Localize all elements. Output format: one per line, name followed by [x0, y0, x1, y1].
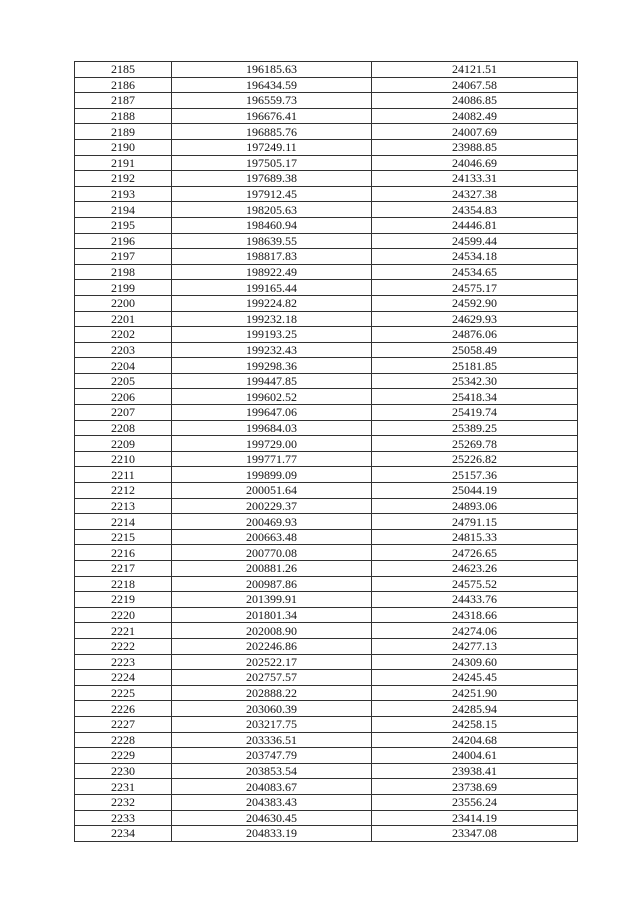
point-number-cell: 2204 [75, 358, 172, 374]
table-row [75, 576, 578, 592]
point-number-cell: 2234 [75, 826, 172, 842]
table-row [75, 701, 578, 717]
point-number-cell: 2212 [75, 483, 172, 499]
table-row [75, 685, 578, 701]
x-coordinate-cell: 202246.86 [172, 638, 372, 654]
x-coordinate-cell: 199224.82 [172, 295, 372, 311]
x-coordinate-cell: 197505.17 [172, 155, 372, 171]
point-number-cell: 2210 [75, 451, 172, 467]
x-coordinate-cell: 202888.22 [172, 685, 372, 701]
y-coordinate-cell: 24791.15 [372, 514, 578, 530]
point-number-cell: 2215 [75, 529, 172, 545]
y-coordinate-cell: 25226.82 [372, 451, 578, 467]
y-coordinate-cell: 25418.34 [372, 389, 578, 405]
point-number-cell: 2218 [75, 576, 172, 592]
x-coordinate-cell: 196185.63 [172, 62, 372, 78]
point-number-cell: 2222 [75, 638, 172, 654]
y-coordinate-cell: 24815.33 [372, 529, 578, 545]
y-coordinate-cell: 24534.18 [372, 249, 578, 265]
table-row [75, 420, 578, 436]
x-coordinate-cell: 199232.43 [172, 342, 372, 358]
table-row [75, 810, 578, 826]
y-coordinate-cell: 24086.85 [372, 93, 578, 109]
point-number-cell: 2208 [75, 420, 172, 436]
y-coordinate-cell: 24433.76 [372, 592, 578, 608]
y-coordinate-cell: 24258.15 [372, 716, 578, 732]
table-row [75, 514, 578, 530]
y-coordinate-cell: 24318.66 [372, 607, 578, 623]
y-coordinate-cell: 24534.65 [372, 264, 578, 280]
x-coordinate-cell: 199771.77 [172, 451, 372, 467]
x-coordinate-cell: 204833.19 [172, 826, 372, 842]
point-number-cell: 2188 [75, 108, 172, 124]
x-coordinate-cell: 203336.51 [172, 732, 372, 748]
y-coordinate-cell: 24004.61 [372, 748, 578, 764]
point-number-cell: 2197 [75, 249, 172, 265]
x-coordinate-cell: 204383.43 [172, 794, 372, 810]
point-number-cell: 2216 [75, 545, 172, 561]
x-coordinate-cell: 199165.44 [172, 280, 372, 296]
y-coordinate-cell: 24133.31 [372, 171, 578, 187]
point-number-cell: 2213 [75, 498, 172, 514]
y-coordinate-cell: 24046.69 [372, 155, 578, 171]
point-number-cell: 2194 [75, 202, 172, 218]
x-coordinate-cell: 199647.06 [172, 405, 372, 421]
table-row [75, 451, 578, 467]
x-coordinate-cell: 199298.36 [172, 358, 372, 374]
x-coordinate-cell: 202757.57 [172, 670, 372, 686]
y-coordinate-cell: 24007.69 [372, 124, 578, 140]
y-coordinate-cell: 23347.08 [372, 826, 578, 842]
table-row [75, 794, 578, 810]
point-number-cell: 2206 [75, 389, 172, 405]
y-coordinate-cell: 24876.06 [372, 327, 578, 343]
point-number-cell: 2230 [75, 763, 172, 779]
table-row [75, 295, 578, 311]
table-row [75, 186, 578, 202]
y-coordinate-cell: 23556.24 [372, 794, 578, 810]
point-number-cell: 2228 [75, 732, 172, 748]
point-number-cell: 2196 [75, 233, 172, 249]
y-coordinate-cell: 24575.17 [372, 280, 578, 296]
point-number-cell: 2189 [75, 124, 172, 140]
x-coordinate-cell: 202522.17 [172, 654, 372, 670]
x-coordinate-cell: 203217.75 [172, 716, 372, 732]
table-row [75, 217, 578, 233]
table-row [75, 77, 578, 93]
point-number-cell: 2186 [75, 77, 172, 93]
y-coordinate-cell: 24121.51 [372, 62, 578, 78]
point-number-cell: 2195 [75, 217, 172, 233]
x-coordinate-cell: 200881.26 [172, 561, 372, 577]
point-number-cell: 2219 [75, 592, 172, 608]
x-coordinate-cell: 201801.34 [172, 607, 372, 623]
x-coordinate-cell: 199729.00 [172, 436, 372, 452]
x-coordinate-cell: 200469.93 [172, 514, 372, 530]
y-coordinate-cell: 24285.94 [372, 701, 578, 717]
point-number-cell: 2225 [75, 685, 172, 701]
table-row [75, 592, 578, 608]
x-coordinate-cell: 198205.63 [172, 202, 372, 218]
y-coordinate-cell: 23414.19 [372, 810, 578, 826]
x-coordinate-cell: 202008.90 [172, 623, 372, 639]
table-row [75, 155, 578, 171]
y-coordinate-cell: 24245.45 [372, 670, 578, 686]
point-number-cell: 2207 [75, 405, 172, 421]
y-coordinate-cell: 24309.60 [372, 654, 578, 670]
table-row [75, 280, 578, 296]
point-number-cell: 2214 [75, 514, 172, 530]
y-coordinate-cell: 24629.93 [372, 311, 578, 327]
x-coordinate-cell: 197249.11 [172, 139, 372, 155]
table-row [75, 732, 578, 748]
y-coordinate-cell: 24251.90 [372, 685, 578, 701]
table-row [75, 670, 578, 686]
y-coordinate-cell: 25157.36 [372, 467, 578, 483]
x-coordinate-cell: 199447.85 [172, 373, 372, 389]
point-number-cell: 2190 [75, 139, 172, 155]
table-row [75, 436, 578, 452]
point-number-cell: 2200 [75, 295, 172, 311]
y-coordinate-cell: 24204.68 [372, 732, 578, 748]
table-row [75, 529, 578, 545]
point-number-cell: 2185 [75, 62, 172, 78]
table-row [75, 171, 578, 187]
point-number-cell: 2199 [75, 280, 172, 296]
y-coordinate-cell: 24277.13 [372, 638, 578, 654]
table-row [75, 124, 578, 140]
y-coordinate-cell: 25044.19 [372, 483, 578, 499]
y-coordinate-cell: 24354.83 [372, 202, 578, 218]
table-row [75, 233, 578, 249]
table-row [75, 358, 578, 374]
table-row [75, 483, 578, 499]
x-coordinate-cell: 199602.52 [172, 389, 372, 405]
x-coordinate-cell: 200770.08 [172, 545, 372, 561]
y-coordinate-cell: 24599.44 [372, 233, 578, 249]
point-number-cell: 2221 [75, 623, 172, 639]
table-row [75, 826, 578, 842]
table-row [75, 108, 578, 124]
x-coordinate-cell: 196676.41 [172, 108, 372, 124]
table-row [75, 373, 578, 389]
x-coordinate-cell: 198922.49 [172, 264, 372, 280]
table-row [75, 748, 578, 764]
table-row [75, 607, 578, 623]
y-coordinate-cell: 25058.49 [372, 342, 578, 358]
point-number-cell: 2224 [75, 670, 172, 686]
y-coordinate-cell: 24067.58 [372, 77, 578, 93]
point-number-cell: 2205 [75, 373, 172, 389]
point-number-cell: 2198 [75, 264, 172, 280]
table-row [75, 311, 578, 327]
y-coordinate-cell: 24893.06 [372, 498, 578, 514]
point-number-cell: 2209 [75, 436, 172, 452]
point-number-cell: 2211 [75, 467, 172, 483]
x-coordinate-cell: 197912.45 [172, 186, 372, 202]
point-number-cell: 2193 [75, 186, 172, 202]
table-row [75, 249, 578, 265]
x-coordinate-cell: 199193.25 [172, 327, 372, 343]
table-row [75, 638, 578, 654]
table-row [75, 327, 578, 343]
x-coordinate-cell: 199232.18 [172, 311, 372, 327]
table-row [75, 342, 578, 358]
y-coordinate-cell: 23988.85 [372, 139, 578, 155]
y-coordinate-cell: 24592.90 [372, 295, 578, 311]
y-coordinate-cell: 25342.30 [372, 373, 578, 389]
y-coordinate-cell: 25181.85 [372, 358, 578, 374]
point-number-cell: 2220 [75, 607, 172, 623]
x-coordinate-cell: 203853.54 [172, 763, 372, 779]
table-row [75, 779, 578, 795]
x-coordinate-cell: 196434.59 [172, 77, 372, 93]
table-row [75, 545, 578, 561]
x-coordinate-cell: 198817.83 [172, 249, 372, 265]
point-number-cell: 2226 [75, 701, 172, 717]
x-coordinate-cell: 196559.73 [172, 93, 372, 109]
table-row [75, 716, 578, 732]
x-coordinate-cell: 199899.09 [172, 467, 372, 483]
table-row [75, 62, 578, 78]
y-coordinate-cell: 24327.38 [372, 186, 578, 202]
x-coordinate-cell: 204630.45 [172, 810, 372, 826]
table-row [75, 389, 578, 405]
point-number-cell: 2217 [75, 561, 172, 577]
table-row [75, 654, 578, 670]
table-row [75, 405, 578, 421]
y-coordinate-cell: 24726.65 [372, 545, 578, 561]
coordinate-table [74, 61, 578, 842]
point-number-cell: 2227 [75, 716, 172, 732]
coordinate-table-body [75, 62, 578, 842]
table-row [75, 139, 578, 155]
y-coordinate-cell: 23938.41 [372, 763, 578, 779]
x-coordinate-cell: 200663.48 [172, 529, 372, 545]
point-number-cell: 2192 [75, 171, 172, 187]
x-coordinate-cell: 200229.37 [172, 498, 372, 514]
y-coordinate-cell: 24274.06 [372, 623, 578, 639]
y-coordinate-cell: 25419.74 [372, 405, 578, 421]
point-number-cell: 2232 [75, 794, 172, 810]
y-coordinate-cell: 24082.49 [372, 108, 578, 124]
x-coordinate-cell: 203747.79 [172, 748, 372, 764]
point-number-cell: 2223 [75, 654, 172, 670]
x-coordinate-cell: 200987.86 [172, 576, 372, 592]
y-coordinate-cell: 24575.52 [372, 576, 578, 592]
table-row [75, 202, 578, 218]
x-coordinate-cell: 203060.39 [172, 701, 372, 717]
point-number-cell: 2203 [75, 342, 172, 358]
table-row [75, 467, 578, 483]
table-row [75, 763, 578, 779]
point-number-cell: 2201 [75, 311, 172, 327]
table-row [75, 623, 578, 639]
table-row [75, 561, 578, 577]
table-row [75, 498, 578, 514]
x-coordinate-cell: 199684.03 [172, 420, 372, 436]
point-number-cell: 2233 [75, 810, 172, 826]
point-number-cell: 2187 [75, 93, 172, 109]
x-coordinate-cell: 204083.67 [172, 779, 372, 795]
y-coordinate-cell: 25389.25 [372, 420, 578, 436]
table-row [75, 93, 578, 109]
y-coordinate-cell: 25269.78 [372, 436, 578, 452]
y-coordinate-cell: 24623.26 [372, 561, 578, 577]
table-row [75, 264, 578, 280]
x-coordinate-cell: 200051.64 [172, 483, 372, 499]
point-number-cell: 2229 [75, 748, 172, 764]
x-coordinate-cell: 201399.91 [172, 592, 372, 608]
x-coordinate-cell: 197689.38 [172, 171, 372, 187]
point-number-cell: 2231 [75, 779, 172, 795]
x-coordinate-cell: 196885.76 [172, 124, 372, 140]
point-number-cell: 2191 [75, 155, 172, 171]
x-coordinate-cell: 198460.94 [172, 217, 372, 233]
point-number-cell: 2202 [75, 327, 172, 343]
x-coordinate-cell: 198639.55 [172, 233, 372, 249]
y-coordinate-cell: 23738.69 [372, 779, 578, 795]
y-coordinate-cell: 24446.81 [372, 217, 578, 233]
